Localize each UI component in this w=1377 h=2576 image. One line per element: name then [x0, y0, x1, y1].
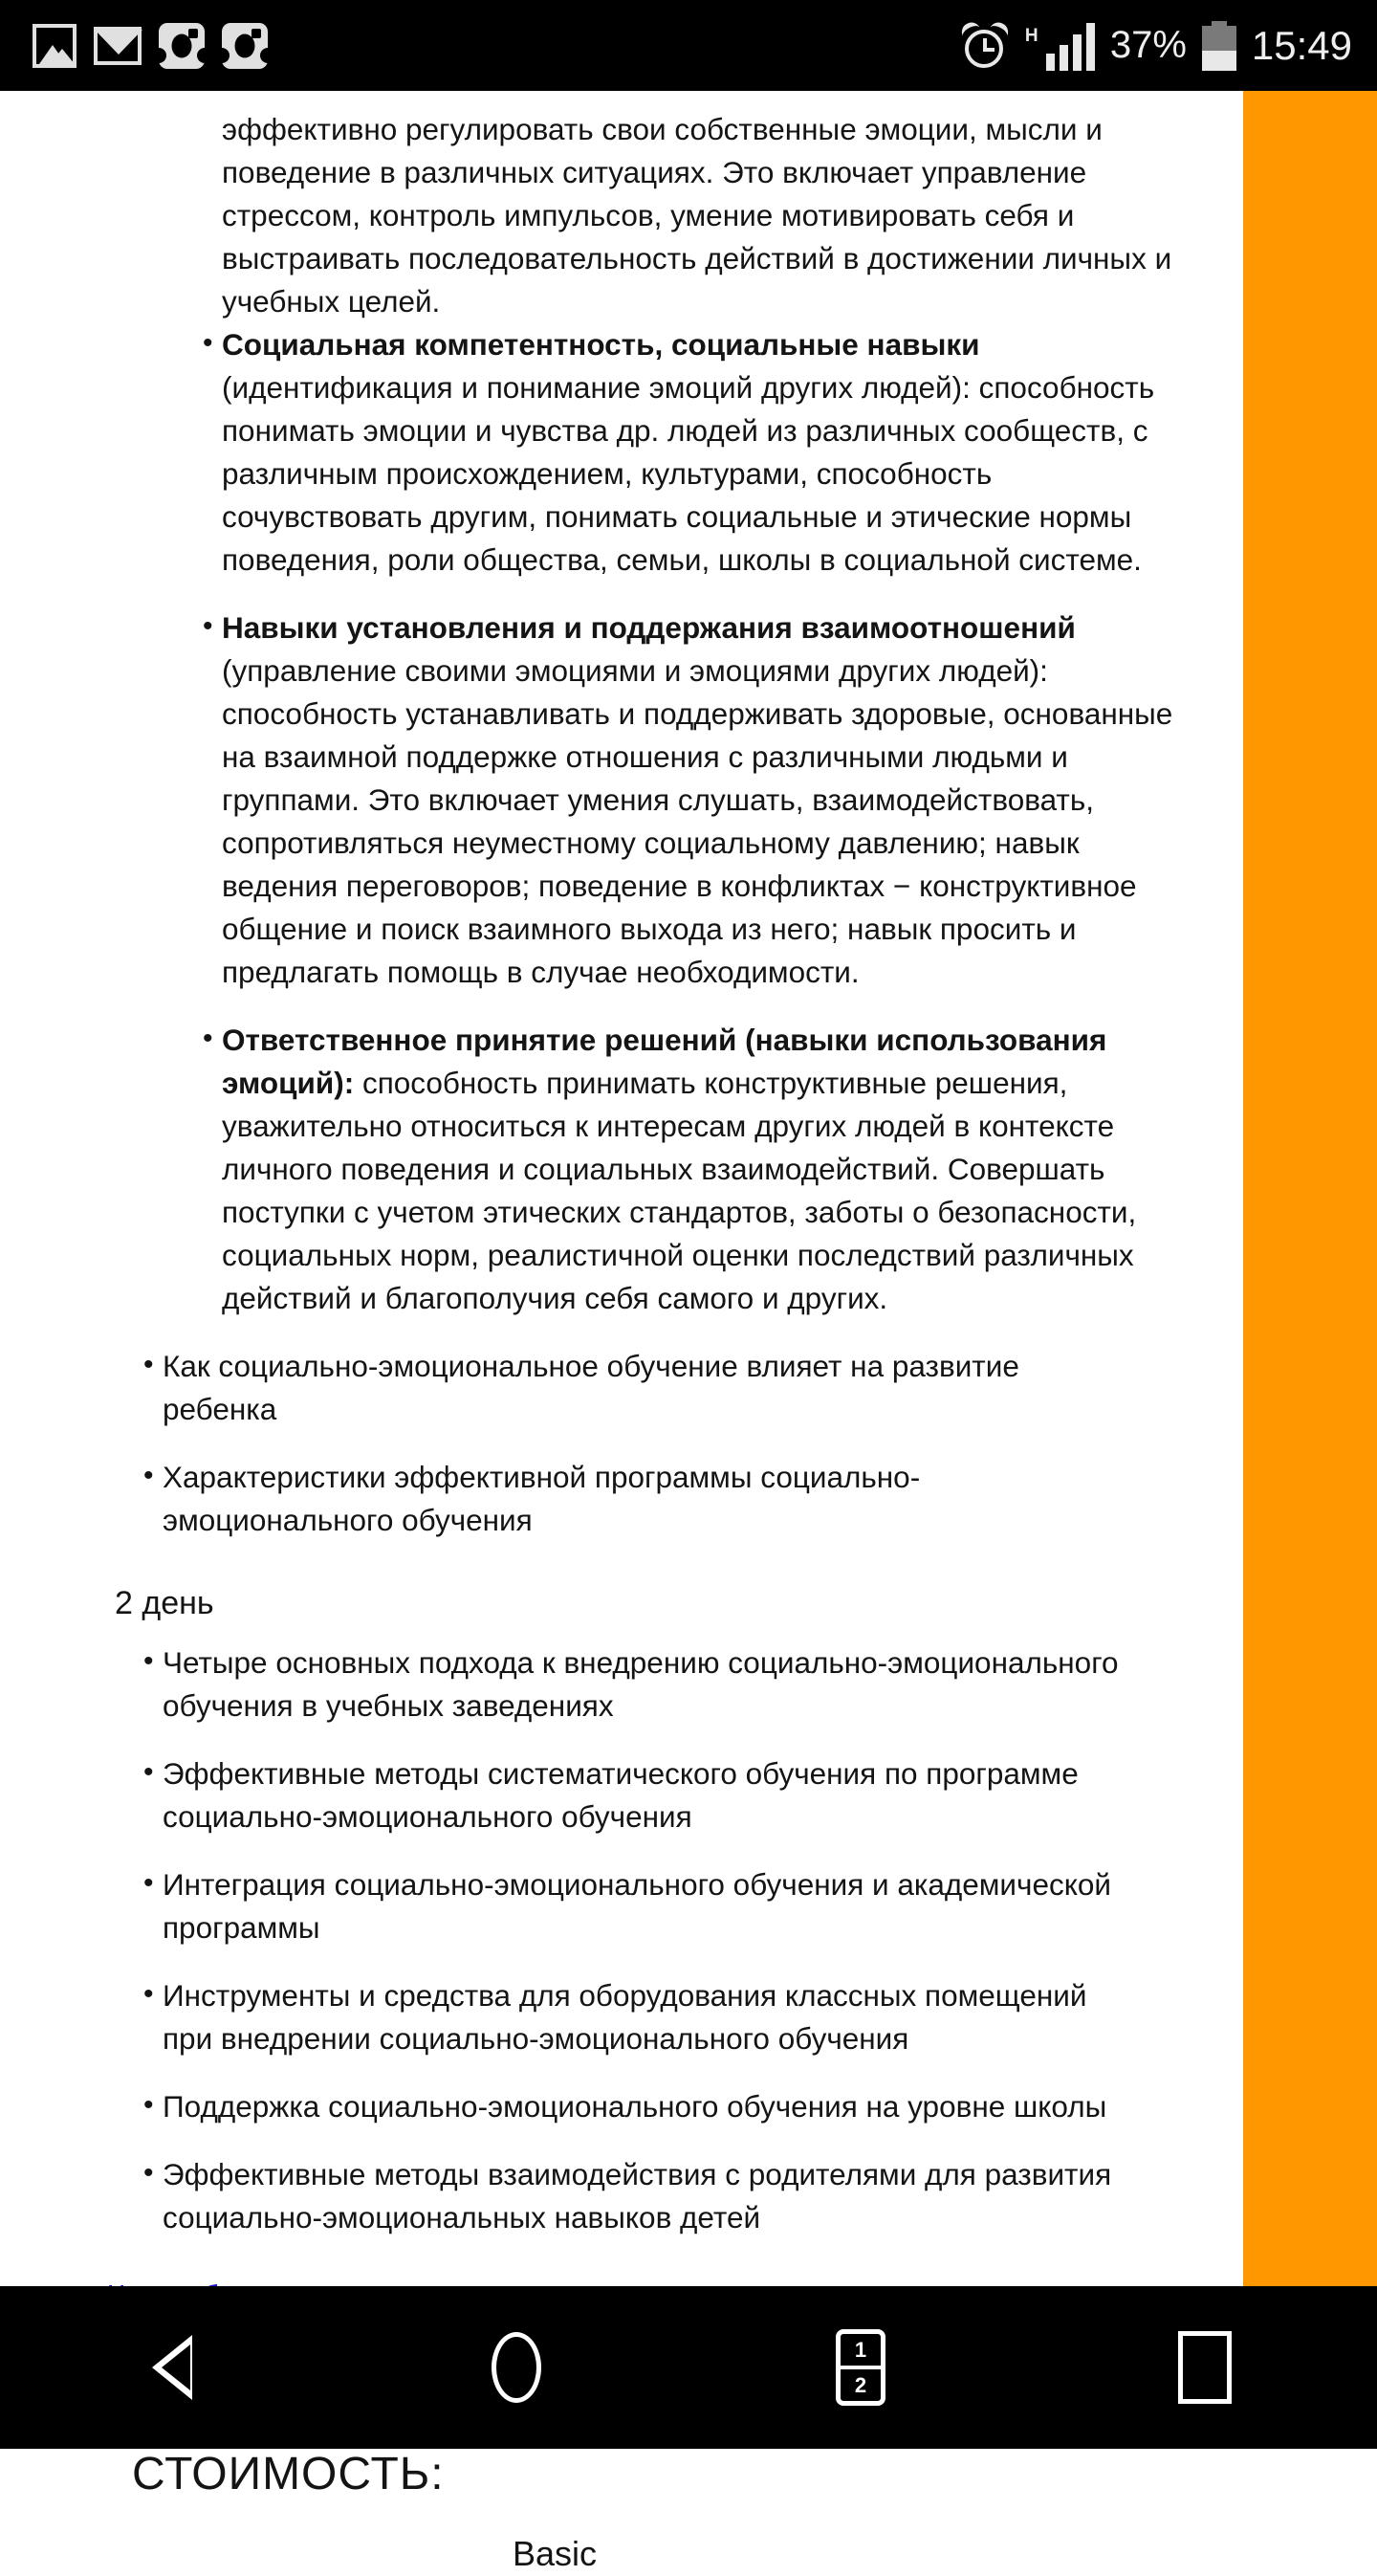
list-item — [0, 1752, 1243, 1838]
instagram-icon — [222, 23, 268, 69]
bullet-rest-text: (управление своими эмоциями и эмоциями других людей): способность устанавливать и поддерживать здоровые, основанные на взаимной поддержке отношения с различными людьми и группами. Это включает умения слушать, взаимодействовать, сопротивляться неуместному социальному давлению; навык ведения переговоров; поведение в конфликтах − конструктивное общение и поиск взаимного выхода из него; навык просить и предлагать помощь в случае необходимости. — [222, 653, 1173, 989]
list-item-label: Поддержка социально-эмоционального обучения на уровне школы — [163, 2089, 1107, 2124]
list-item — [0, 323, 1243, 582]
signal-strength-icon — [1025, 21, 1095, 71]
price-plan-name: Basic — [512, 2534, 598, 2573]
bullet-bold-label: Навыки установления и поддержания взаимоотношений — [222, 610, 1076, 645]
battery-percent-label: 37% — [1109, 24, 1187, 66]
competency-bullet-list — [0, 323, 1243, 1320]
split-screen-button[interactable] — [688, 2286, 1033, 2449]
list-item — [0, 1641, 1243, 1728]
back-triangle-icon — [152, 2335, 192, 2400]
list-item — [0, 2085, 1243, 2128]
list-item-label: Эффективные методы взаимодействия с родителями для развития социально-эмоциональных навыков детей — [163, 2157, 1112, 2235]
android-navigation-bar — [0, 2286, 1377, 2449]
day2-heading: 2 день — [115, 1585, 214, 1621]
recents-square-icon — [1178, 2331, 1232, 2404]
photos-icon — [33, 24, 76, 68]
list-item-label: Инструменты и средства для оборудования классных помещений при внедрении социально-эмоционального обучения — [163, 1978, 1087, 2056]
day1-extra-list — [0, 1345, 1243, 1542]
status-bar-notifications — [0, 23, 268, 69]
bullet-bold-label: Ответственное принятие решений (навыки использования эмоций): — [222, 1023, 1107, 1100]
list-item-label: Характеристики эффективной программы социально-эмоционального обучения — [163, 1460, 921, 1537]
battery-icon — [1202, 21, 1236, 71]
split-screen-icon — [836, 2329, 885, 2406]
orange-side-band — [1243, 91, 1377, 2286]
article-content — [0, 91, 1243, 2573]
day2-list — [0, 1641, 1243, 2239]
clock-label: 15:49 — [1251, 22, 1352, 68]
list-item-label: Интеграция социально-эмоционального обучения и академической программы — [163, 1867, 1111, 1945]
list-item-label: Как социально-эмоциональное обучение влияет на развитие ребенка — [163, 1349, 1019, 1426]
list-item — [0, 2153, 1243, 2239]
alarm-clock-icon — [960, 21, 1010, 71]
status-bar — [0, 0, 1377, 91]
bullet-bold-label: Социальная компетентность, социальные навыки — [222, 327, 980, 362]
webpage-viewport[interactable] — [0, 91, 1377, 2573]
network-type-label: H — [1024, 25, 1038, 46]
list-item — [0, 1345, 1243, 1431]
list-item — [0, 1019, 1243, 1320]
list-item — [0, 606, 1243, 994]
bullet-rest-text: способность принимать конструктивные решения, уважительно относиться к интересам других людей в контексте личного поведения и социальных взаимодействий. Совершать поступки с учетом этических стандартов, заботы о безопасности, социальных норм, реалистичной оценки последствий различных действий и благополучия себя самого и других. — [222, 1066, 1137, 1315]
split-screen-bottom-label: 2 — [854, 2372, 867, 2397]
list-item-label: Четыре основных подхода к внедрению социально-эмоционального обучения в учебных заведениях — [163, 1645, 1119, 1723]
split-screen-top-label: 1 — [841, 2334, 881, 2369]
status-bar-system — [960, 21, 1377, 71]
instagram-icon — [159, 23, 205, 69]
bullet-rest-text: (идентификация и понимание эмоций других людей): способность понимать эмоции и чувства др. людей из различных сообществ, с различным происхождением, культурами, способность сочувствовать другим, понимать социальные и этические нормы поведения, роли общества, семьи, школы в социальной системе. — [222, 370, 1155, 577]
home-button[interactable] — [344, 2286, 688, 2449]
back-button[interactable] — [0, 2286, 344, 2449]
list-item — [0, 1863, 1243, 1949]
recents-button[interactable] — [1033, 2286, 1377, 2449]
mail-icon — [94, 27, 142, 65]
price-heading: СТОИМОСТЬ: — [132, 2449, 445, 2499]
list-item — [0, 1456, 1243, 1542]
list-item-label: Эффективные методы систематического обучения по программе социально-эмоционального обучения — [163, 1756, 1079, 1834]
home-circle-icon — [492, 2332, 541, 2403]
list-item — [0, 1974, 1243, 2060]
intro-paragraph: эффективно регулировать свои собственные эмоции, мысли и поведение в различных ситуациях. Это включает управление стрессом, контроль импульсов, умение мотивировать себя и выстраивать последовательность действий в достижении личных и учебных целей. — [222, 112, 1172, 319]
